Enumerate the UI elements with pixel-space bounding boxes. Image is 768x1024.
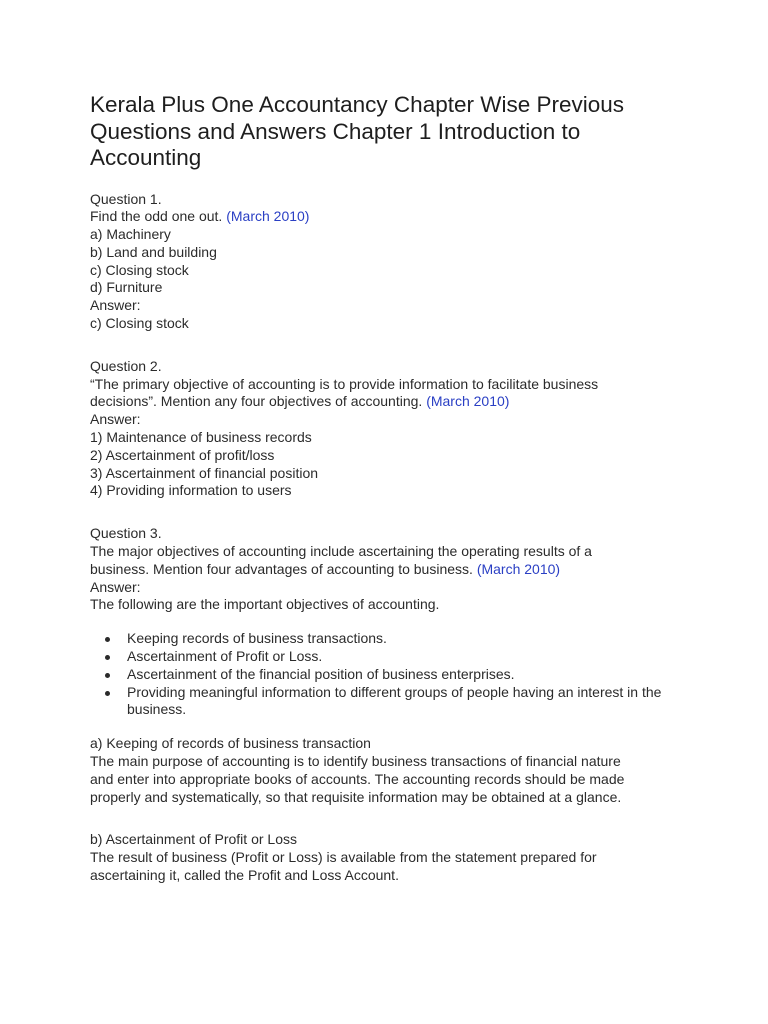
question-2-answer-item: 3) Ascertainment of financial position (90, 464, 319, 481)
question-1-option: a) Machinery (90, 226, 171, 243)
question-1-answer: c) Closing stock (90, 315, 189, 332)
section-b-heading: b) Ascertainment of Profit or Loss (90, 831, 297, 848)
spacer (90, 719, 680, 735)
question-2 (90, 358, 680, 500)
question-3-prompt-line-2 (90, 561, 680, 579)
question-1 (90, 191, 680, 333)
page-title: Kerala Plus One Accountancy Chapter Wise Previous Questions and Answers Chapter 1 Introduction to Accounting (90, 92, 625, 170)
question-1-heading: Question 1. (90, 190, 162, 207)
spacer (90, 806, 680, 831)
question-3-heading: Question 3. (90, 525, 162, 542)
question-1-option: b) Land and building (90, 243, 217, 260)
spacer (90, 614, 680, 630)
question-2-heading: Question 2. (90, 357, 162, 374)
section-a (90, 735, 680, 806)
question-2-prompt-line-2 (90, 393, 680, 411)
list-item: Providing meaningful information to different groups of people having an interest in the business. (127, 684, 680, 720)
question-3-exam-reference: (March 2010) (476, 560, 561, 577)
question-2-prompt-line-1: “The primary objective of accounting is to provide information to facilitate business (90, 375, 599, 392)
question-1-answer-label: Answer: (90, 297, 141, 314)
question-2-answer-label: Answer: (90, 411, 141, 428)
question-3-prompt-line-1: The major objectives of accounting include ascertaining the operating results of a (90, 543, 592, 560)
question-1-prompt (90, 208, 680, 226)
section-a-heading: a) Keeping of records of business transaction (90, 735, 371, 752)
question-2-answer-item: 1) Maintenance of business records (90, 429, 312, 446)
question-1-exam-reference: (March 2010) (226, 208, 310, 225)
question-3 (90, 525, 680, 614)
question-3-answer-label: Answer: (90, 578, 141, 595)
spacer (90, 333, 680, 358)
question-2-answer-item: 4) Providing information to users (90, 482, 292, 499)
section-b-text-line: The result of business (Profit or Loss) is available from the statement prepared for (90, 849, 597, 866)
document-page (90, 92, 680, 885)
section-b (90, 831, 680, 884)
question-3-prompt-text: business. Mention four advantages of accounting to business. (90, 560, 473, 577)
question-3-intro: The following are the important objectives of accounting. (90, 596, 440, 613)
question-1-option: d) Furniture (90, 279, 163, 296)
list-item: Keeping records of business transactions. (127, 630, 680, 648)
section-a-text-line: properly and systematically, so that requisite information may be obtained at a glance. (90, 788, 622, 805)
list-item: Ascertainment of the financial position of business enterprises. (127, 666, 680, 684)
question-2-prompt-text: decisions”. Mention any four objectives of accounting. (90, 393, 423, 410)
question-2-answer-item: 2) Ascertainment of profit/loss (90, 446, 275, 463)
question-1-option: c) Closing stock (90, 261, 189, 278)
section-b-text-line: ascertaining it, called the Profit and Loss Account. (90, 867, 399, 883)
list-item: Ascertainment of Profit or Loss. (127, 648, 680, 666)
objectives-list (90, 630, 680, 719)
spacer (90, 500, 680, 525)
question-2-exam-reference: (March 2010) (426, 393, 510, 410)
section-a-text-line: and enter into appropriate books of accounts. The accounting records should be made (90, 770, 625, 787)
section-a-text-line: The main purpose of accounting is to identify business transactions of financial nature (90, 753, 621, 770)
question-1-prompt-text: Find the odd one out. (90, 208, 223, 225)
